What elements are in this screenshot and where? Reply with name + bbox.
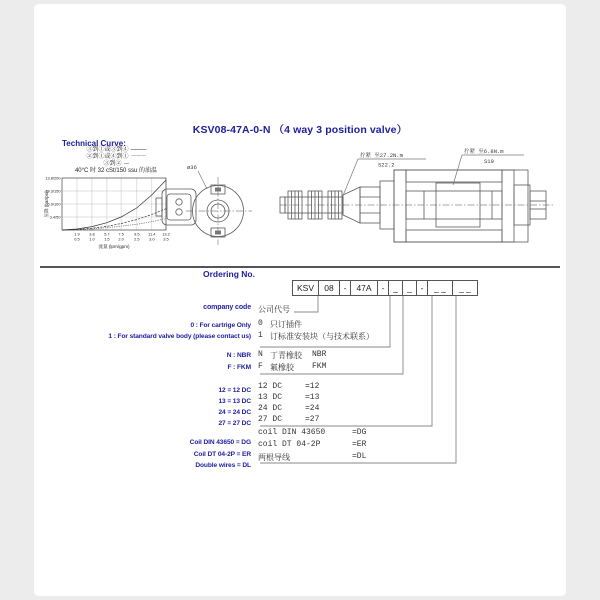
option-text: 丁青橡胶 [270,352,302,361]
option-row-coil-er [258,440,366,449]
x-tick-label-lpm: 1.9 [74,231,80,237]
valve-front-view-drawing [150,160,280,255]
label-standard-body: 1 : For standard valve body (please contact us) [108,333,251,340]
test-condition: 40°C 时 32 cSt/150 ssu 的油温 [74,168,158,175]
option-abbr: NBR [312,350,327,359]
option-value: =12 [305,382,320,391]
torque-note-right: 拧紧 至6.8N.m [464,148,504,155]
x-tick-label-gpm: 3.0 [149,236,155,242]
wrench-size-right: S19 [484,158,494,165]
option-code: 27 DC [258,415,283,424]
code-cell-dash: - [377,280,389,296]
option-value: =ER [352,440,367,449]
coil-bottom-plate [406,230,502,242]
diameter-leader-line [198,171,207,189]
option-text: 只订插件 [270,321,302,330]
coil-body-outline [394,170,528,242]
label-company-code: company code [203,304,251,311]
connector-inner [167,194,191,220]
ordering-code-boxes [293,280,478,296]
legend-label: ②到①或④到① [86,153,129,160]
option-code: 13 DC [258,393,283,402]
option-value: =DG [352,428,367,437]
x-tick-label-lpm: 11.4 [148,231,156,237]
label-voltage-27: 27 = 27 DC [218,420,251,427]
option-text: 订标准安装块（与技术联系） [270,333,374,342]
coil-left-plate [394,170,406,242]
option-code: 12 DC [258,382,283,391]
torque-note-left: 拧紧 至27.2N.m [360,152,403,159]
option-value: =DL [352,452,367,461]
connector-pin [176,209,182,215]
x-tick-label-lpm: 9.5 [134,231,140,237]
torque-leader-left [342,159,358,198]
x-tick-label-lpm: 3.8 [89,231,95,237]
page-title: KSV08-47A-0-N （4 way 3 position valve） [192,124,408,136]
y-tick-label: 3.4/50 [49,214,61,220]
label-seal-fkm: F : FKM [227,364,251,371]
label-voltage-12: 12 = 12 DC [218,387,251,394]
x-tick-label-gpm: 1.0 [89,236,95,242]
coil-right-plate [502,170,514,242]
option-code: coil DT 04-2P [258,440,321,449]
code-cell-dash: - [339,280,351,296]
x-tick-label-gpm: 0.5 [74,236,80,242]
option-value: =13 [305,393,320,402]
code-cell-body: _ [388,280,403,296]
label-voltage-13: 13 = 13 DC [218,398,251,405]
code-cell-dash: - [416,280,428,296]
tab-slot-top [215,188,221,192]
tab-slot-bottom [215,231,221,235]
legend-line-sample: ——— [130,147,146,153]
diameter-label: ø36 [187,164,197,171]
label-seal-nbr: N : NBR [226,352,251,359]
x-tick-label-gpm: 3.5 [163,236,169,242]
valve-side-view-drawing [278,143,556,253]
option-row-voltage-12 [258,382,319,391]
option-row-body-1 [258,331,374,342]
connector-latch [156,198,162,216]
legend-line-sample: －－－ [130,153,146,160]
code-cell-size: 08 [318,280,340,296]
code-cell-seal: _ [402,280,417,296]
y-axis-title: 压降 (bar/psi) [44,190,49,218]
option-value: =24 [305,404,320,413]
label-coil-dg: Coil DIN 43650 = DG [189,439,251,446]
leader-company-code [294,296,318,312]
x-tick-label-lpm: 5.7 [104,231,110,237]
option-row-coil-dg [258,428,366,437]
option-row-seal-n [258,350,326,361]
option-row-voltage-27 [258,415,319,424]
section-divider [40,266,560,268]
x-tick-label-lpm: 7.5 [118,231,124,237]
x-tick-label-gpm: 1.5 [104,236,110,242]
option-row-body-0 [258,319,302,330]
coil-top-plate [406,170,502,182]
option-code: 24 DC [258,404,283,413]
wrench-size-left: S22.2 [378,161,395,169]
option-row-seal-f [258,362,326,373]
label-voltage-24: 24 = 24 DC [218,409,251,416]
x-tick-label-lpm: 13.2 [162,231,170,237]
connector-pin [176,199,182,205]
option-row-voltage-13 [258,393,319,402]
label-coil-er: Coil DT 04-2P = ER [193,451,251,458]
company-code-cn-text: 公司代号 [258,306,290,315]
option-code: coil DIN 43650 [258,428,326,437]
code-cell-coil: _ _ [452,280,478,296]
code-cell-prefix: KSV [292,280,319,296]
option-row-coil-dl [258,452,366,463]
legend-label: ③到② [103,160,122,167]
legend-row [58,147,174,154]
option-row-voltage-24 [258,404,319,413]
option-code: 两根导线 [258,454,290,463]
option-code: N [258,350,263,359]
legend-label: ③到①或③到④ [86,147,129,153]
x-tick-label-gpm: 2.0 [118,236,124,242]
code-cell-model: 47A [350,280,378,296]
option-text: 氟橡胶 [270,364,294,373]
code-cell-voltage: _ _ [427,280,453,296]
option-code: 1 [258,331,263,340]
label-cartridge-only: 0 : For cartrige Only [190,322,251,329]
legend-line-sample: ····· [123,160,129,167]
y-tick-label: 10.3/150 [45,188,61,194]
ordering-heading: Ordering No. [203,269,255,279]
option-abbr: FKM [312,362,327,371]
x-tick-label-gpm: 2.5 [134,236,140,242]
option-code: 0 [258,319,263,328]
y-tick-label: 13.8/200 [45,175,61,181]
technical-curve-heading: Technical Curve: [62,139,126,148]
option-code: F [258,362,263,371]
label-coil-dl: Double wires = DL [195,462,251,469]
option-value: =27 [305,415,320,424]
option-company-code-cn [258,304,290,315]
y-tick-label: 6.9/100 [47,201,61,207]
x-axis-title: 流量 (lpm/gpm) [98,244,130,249]
